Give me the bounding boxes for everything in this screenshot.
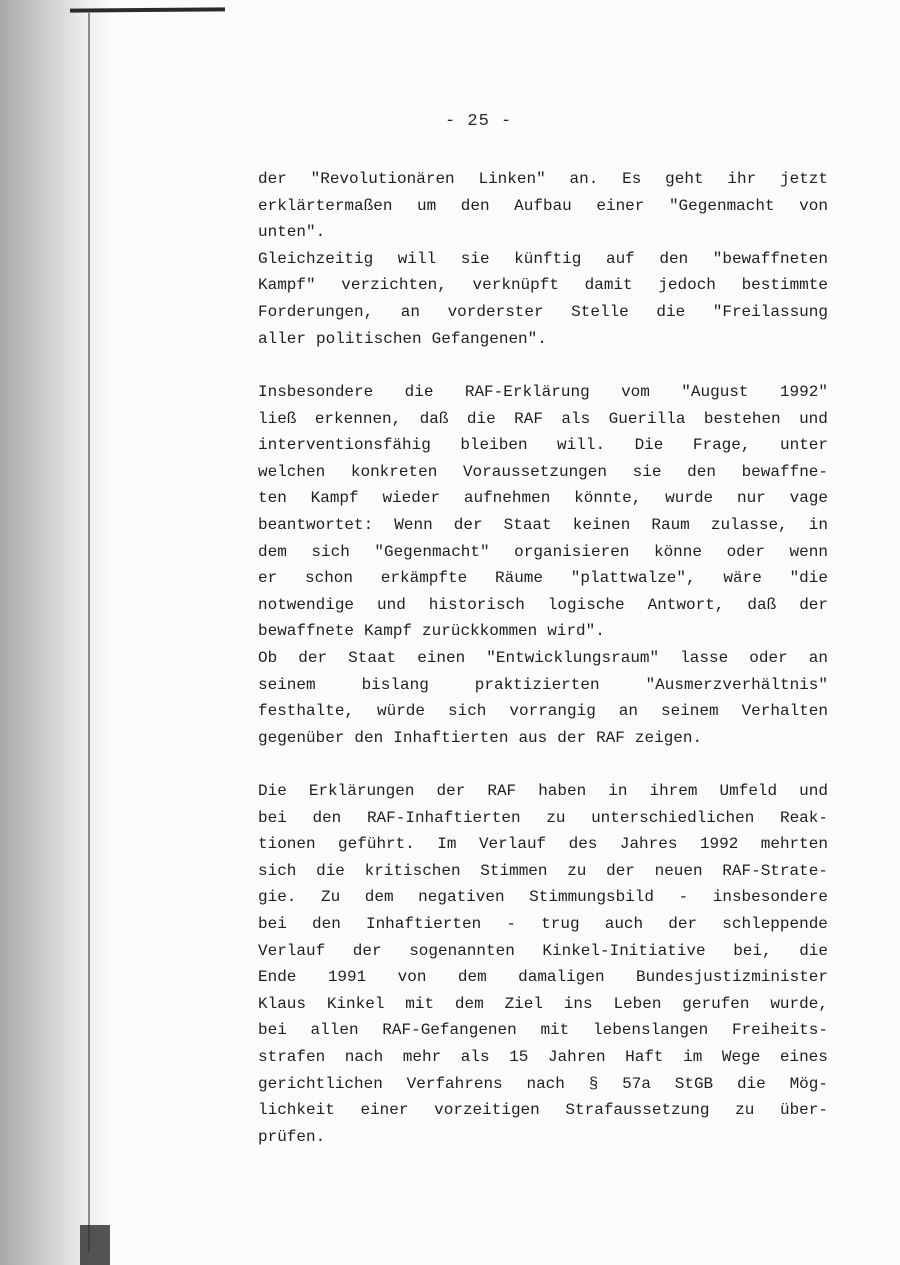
word: Raum (651, 515, 690, 534)
word: Gleichzeitig (258, 249, 374, 268)
word: keinen (572, 515, 631, 534)
word: Strafaussetzung (565, 1101, 710, 1120)
word: verzichten, (341, 276, 447, 295)
word: Kampf (310, 489, 359, 508)
word: dem (454, 994, 484, 1013)
word: RAF-Strate- (722, 861, 828, 880)
word: erkämpfte (380, 569, 468, 588)
word: Es (622, 170, 642, 188)
word: "Gegenmacht" (374, 542, 490, 561)
word: "Revolutionären (310, 170, 455, 188)
word: der (453, 515, 483, 534)
word: Bundesjustizminister (635, 968, 828, 987)
word: Inhaftierten (365, 914, 482, 933)
word: beantwortet: (258, 515, 374, 534)
word: Frage, (692, 436, 751, 455)
word: Ob (258, 648, 278, 667)
word: RAF (514, 409, 543, 428)
word: der (606, 861, 635, 880)
word: geführt. (338, 835, 415, 854)
word: Leben (613, 994, 662, 1013)
word: Zu (320, 888, 341, 907)
word: Wege (721, 1047, 761, 1066)
text-line (258, 1124, 828, 1151)
word: und (799, 409, 828, 428)
text-line (258, 406, 828, 433)
word: gegenüber (258, 728, 345, 747)
word: Klaus (258, 994, 307, 1013)
word: sich (448, 702, 487, 721)
word: Haft (625, 1047, 664, 1066)
word: des (568, 835, 598, 854)
word: bei (258, 914, 287, 933)
word: StGB (674, 1074, 714, 1093)
word: der (298, 648, 328, 667)
word: wieder (382, 489, 441, 508)
word: notwendige (258, 595, 355, 614)
word: RAF-Inhaftierten (366, 808, 521, 827)
word: und (799, 782, 828, 800)
word: der (436, 782, 466, 800)
word: welchen (258, 462, 326, 481)
word: wäre (723, 569, 762, 588)
word: bleiben (460, 436, 528, 455)
word: den (460, 196, 490, 215)
word: "die (789, 569, 828, 588)
word: an (808, 648, 828, 667)
word: Inhaftierten (393, 728, 509, 747)
text-line (258, 618, 828, 645)
word: Verfahrens (406, 1074, 503, 1093)
word: lebenslangen (593, 1021, 709, 1040)
word: RAF-Gefangenen (382, 1021, 517, 1040)
word: ließ (258, 409, 297, 428)
word: interventionsfähig (258, 436, 431, 455)
word: nach (526, 1074, 565, 1093)
word: Ziel (504, 994, 543, 1013)
word: Erklärungen (308, 782, 415, 800)
word: Jahren (547, 1047, 606, 1066)
word: mit (405, 994, 435, 1013)
word: Verlauf (478, 835, 547, 854)
word: sich (311, 542, 350, 561)
word: Stimmen (480, 861, 548, 880)
word: "plattwalze", (570, 569, 696, 588)
word: bewaffnete (258, 622, 355, 641)
text-line (258, 911, 828, 938)
text-line (258, 1017, 828, 1044)
word: der (258, 170, 287, 188)
word: - (506, 914, 516, 933)
word: unten". (258, 223, 326, 242)
word: dem (457, 968, 487, 987)
word: vage (789, 489, 828, 508)
word: vorrangig (509, 702, 596, 721)
word: bei (258, 808, 287, 827)
word: ten (258, 489, 287, 508)
word: negativen (418, 888, 505, 907)
word: RAF (596, 728, 625, 747)
word: strafen (258, 1047, 326, 1066)
word: aus (518, 728, 548, 747)
word: Stelle (571, 302, 629, 321)
word: Freiheits- (731, 1021, 828, 1040)
word: der (668, 914, 698, 933)
word: verknüpft (472, 276, 559, 295)
word: RAF (487, 782, 517, 800)
word: seinem (660, 702, 719, 721)
word: zeigen. (634, 728, 703, 747)
scan-top-edge-mark (70, 7, 225, 12)
paragraph-2 (258, 379, 828, 751)
word: sogenannten (409, 941, 515, 960)
word: Stimmungsbild (529, 888, 654, 907)
text-line (258, 326, 828, 353)
word: bewaffne- (741, 462, 828, 481)
word: "Entwicklungsraum" (486, 648, 660, 667)
word: zu (735, 1101, 755, 1120)
word: die (404, 383, 434, 401)
scan-bottom-mark (80, 1225, 110, 1265)
text-line (258, 166, 828, 193)
word: dem (364, 888, 394, 907)
word: 1992" (779, 383, 828, 401)
word: Gefangenen". (431, 329, 547, 348)
word: Linken" (478, 170, 546, 188)
word: allen (310, 1021, 359, 1040)
word: § (588, 1074, 599, 1093)
word: daß (747, 595, 777, 614)
word: praktizierten (474, 675, 600, 694)
word: den (687, 462, 716, 481)
word: erklärtermaßen (258, 196, 393, 215)
text-line (258, 432, 828, 459)
word: lichkeit (258, 1101, 335, 1120)
text-line (258, 246, 828, 273)
text-line (258, 299, 828, 326)
word: Umfeld (719, 782, 778, 800)
word: Wenn (394, 515, 433, 534)
word: tionen (258, 835, 316, 854)
text-line (258, 193, 828, 220)
word: RAF-Erklärung (464, 383, 590, 401)
word: Verhalten (741, 702, 828, 721)
word: auch (604, 914, 644, 933)
text-line (258, 565, 828, 592)
word: damaligen (518, 968, 605, 987)
word: historisch (428, 595, 525, 614)
word: den (311, 914, 341, 933)
scan-left-shadow-fade (92, 0, 110, 1265)
word: 1991 (327, 968, 367, 987)
word: der (557, 728, 587, 747)
text-line (258, 725, 828, 752)
word: kritischen (364, 861, 461, 880)
word: von (397, 968, 427, 987)
word: 57a (622, 1074, 651, 1093)
word: nach (344, 1047, 384, 1066)
text-line (258, 884, 828, 911)
word: nur (736, 489, 766, 508)
word: Voraussetzungen (462, 462, 607, 481)
word: Kinkel (326, 994, 385, 1013)
word: Die (258, 782, 287, 800)
word: neuen (654, 861, 703, 880)
word: ins (563, 994, 593, 1013)
scan-left-edge-line (88, 12, 90, 1252)
word: sie (460, 249, 490, 268)
text-line (258, 698, 828, 725)
word: logische (547, 595, 625, 614)
text-line (258, 645, 828, 672)
text-line (258, 1071, 828, 1098)
word: bei, (733, 941, 772, 960)
word: den (312, 808, 342, 827)
word: organisieren (514, 542, 630, 561)
text-line (258, 592, 828, 619)
word: mit (540, 1021, 570, 1040)
word: will (397, 249, 437, 268)
word: Kinkel-Initiative (542, 941, 706, 960)
word: auf (605, 249, 635, 268)
word: Guerilla (608, 409, 686, 428)
word: ihrem (649, 782, 698, 800)
text-line (258, 379, 828, 406)
word: bestimmte (741, 276, 828, 295)
word: bestehen (703, 409, 781, 428)
word: unterschiedlichen (591, 808, 755, 827)
word: wird". (547, 622, 605, 641)
word: sie (632, 462, 662, 481)
text-line (258, 272, 828, 299)
word: mehr (402, 1047, 442, 1066)
text-line (258, 964, 828, 991)
word: bislang (361, 675, 429, 694)
word: um (417, 196, 437, 215)
word: insbesondere (712, 888, 828, 907)
word: im (683, 1047, 703, 1066)
word: will. (557, 436, 606, 455)
word: Die (634, 436, 664, 455)
word: als (460, 1047, 490, 1066)
word: mehrten (760, 835, 828, 854)
text-line (258, 805, 828, 832)
word: geht (665, 170, 704, 188)
word: gerufen (682, 994, 750, 1013)
word: einer (596, 196, 645, 215)
word: 1992 (699, 835, 739, 854)
word: Staat (348, 648, 397, 667)
word: zu (546, 808, 566, 827)
word: Räume (494, 569, 543, 588)
word: Staat (503, 515, 552, 534)
word: dem (258, 542, 287, 561)
word: an (400, 302, 420, 321)
word: gie. (258, 888, 297, 907)
word: zu (567, 861, 587, 880)
word: "Freilassung (712, 302, 828, 321)
word: haben (538, 782, 587, 800)
text-line (258, 858, 828, 885)
word: könne (653, 542, 702, 561)
word: "Ausmerzverhältnis" (645, 675, 828, 694)
text-line (258, 1097, 828, 1124)
word: vorderster (447, 302, 544, 321)
word: die (799, 941, 828, 960)
word: jedoch (658, 276, 716, 295)
word: als (561, 409, 591, 428)
text-line (258, 778, 828, 805)
word: konkreten (350, 462, 438, 481)
word: schleppende (722, 914, 828, 933)
page-number: - 25 - (445, 112, 513, 131)
word: prüfen. (258, 1127, 326, 1146)
word: die (316, 861, 345, 880)
word: von (799, 196, 828, 215)
word: wurde (665, 489, 714, 508)
paragraph-3 (258, 778, 828, 1150)
word: an. (569, 170, 599, 188)
text-line (258, 485, 828, 512)
word: vom (621, 383, 650, 401)
word: 15 (509, 1047, 529, 1066)
word: aller (258, 329, 307, 348)
word: Antwort, (647, 595, 725, 614)
scan-left-shadow (0, 0, 92, 1265)
word: Im (437, 835, 457, 854)
text-line (258, 512, 828, 539)
word: Forderungen, (258, 302, 374, 321)
word: Aufbau (514, 196, 572, 215)
word: festhalte, (258, 702, 355, 721)
word: politischen (316, 329, 422, 348)
word: trug (541, 914, 580, 933)
word: an (618, 702, 638, 721)
word: würde (377, 702, 426, 721)
word: in (808, 515, 828, 534)
word: den (659, 249, 689, 268)
text-line (258, 938, 828, 965)
word: er (258, 569, 278, 588)
word: oder (726, 542, 765, 561)
word: Verlauf (258, 941, 326, 960)
word: Kampf" (258, 276, 316, 295)
word: erkennen, (314, 409, 402, 428)
text-line (258, 672, 828, 699)
word: den (354, 728, 384, 747)
word: unter (779, 436, 828, 455)
text-line (258, 539, 828, 566)
word: eines (779, 1047, 828, 1066)
word: "bewaffneten (712, 249, 828, 268)
word: seinem (258, 675, 316, 694)
word: damit (584, 276, 633, 295)
word: könnte, (574, 489, 642, 508)
word: über- (779, 1101, 828, 1120)
word: zurückkommen (422, 622, 538, 641)
word: wenn (789, 542, 828, 561)
word: - (678, 888, 689, 907)
text-line (258, 831, 828, 858)
word: der (352, 941, 382, 960)
word: der (799, 595, 828, 614)
word: "Gegenmacht (668, 196, 775, 215)
word: einer (360, 1101, 409, 1120)
paragraph-1 (258, 166, 828, 352)
text-line (258, 1044, 828, 1071)
word: Reak- (779, 808, 828, 827)
word: sich (258, 861, 297, 880)
word: Jahres (619, 835, 678, 854)
word: einen (417, 648, 466, 667)
word: wurde, (770, 994, 828, 1013)
word: Kampf (364, 622, 413, 641)
text-line (258, 991, 828, 1018)
word: vorzeitigen (434, 1101, 540, 1120)
word: und (377, 595, 406, 614)
word: die (736, 1074, 766, 1093)
word: lasse (680, 648, 729, 667)
text-line (258, 219, 828, 246)
word: bei (258, 1021, 287, 1040)
word: jetzt (779, 170, 828, 188)
word: "August (681, 383, 749, 401)
word: in (608, 782, 628, 800)
word: Ende (258, 968, 297, 987)
word: die (656, 302, 686, 321)
word: ihr (727, 170, 757, 188)
word: die (466, 409, 496, 428)
word: künftig (514, 249, 582, 268)
word: schon (304, 569, 353, 588)
text-line (258, 459, 828, 486)
word: aufnehmen (463, 489, 551, 508)
word: zulasse, (710, 515, 788, 534)
word: Insbesondere (258, 383, 374, 401)
word: gerichtlichen (258, 1074, 383, 1093)
word: Mög- (789, 1074, 828, 1093)
word: daß (419, 409, 449, 428)
word: oder (749, 648, 788, 667)
